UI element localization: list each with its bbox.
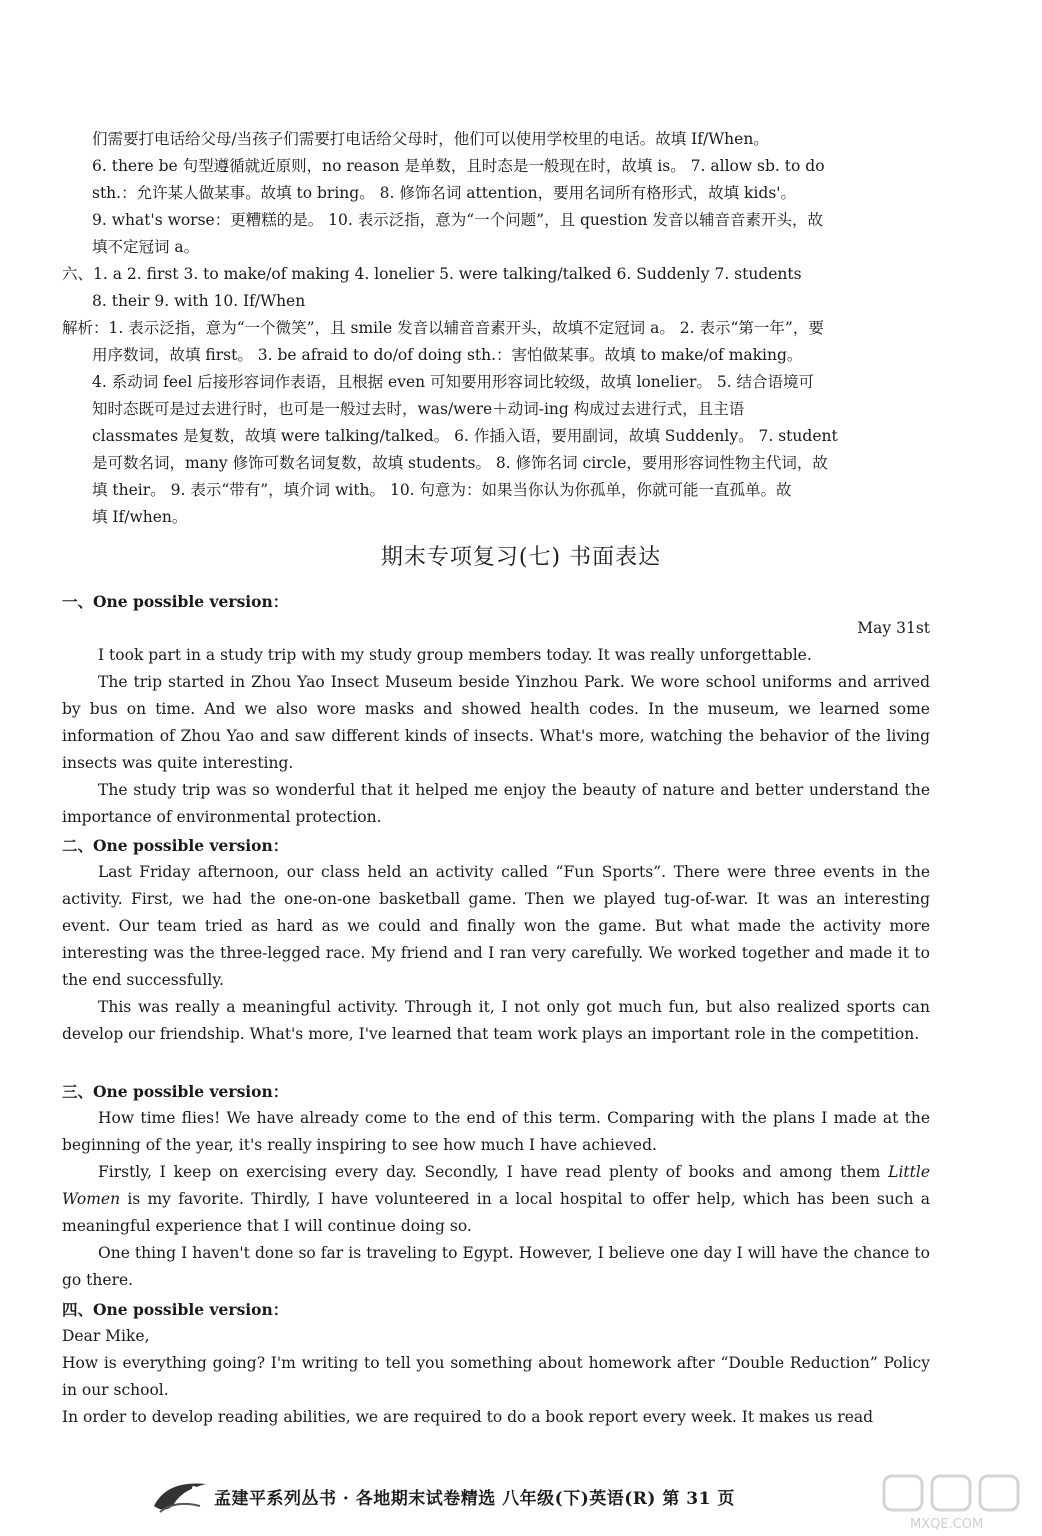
essay-label: 一、One possible version： (62, 592, 289, 611)
watermark-logo-icon (880, 1472, 1030, 1532)
essay-four (62, 1296, 930, 1431)
text-line: 解析：1. 表示泛指，意为“一个微笑”，且 smile 发音以辅音音素开头，故填不定冠词 a。 2. 表示“第一年”，要 (62, 319, 824, 337)
text-line: 用序数词，故填 first。 3. be afraid to do/of doing sth.：害怕做某事。故填 to make/of making。 (92, 346, 803, 364)
essay-label: 二、One possible version： (62, 836, 289, 855)
essay-paragraph: I took part in a study trip with my study group members today. It was really unforgettable. (98, 646, 812, 664)
essay-paragraph: Last Friday afternoon, our class held an activity called “Fun Sports”. There were three events in the activity. First, we had the one-on-one basketball game. Then we played tug-of-war. It was an interesting event. Our team tried as hard as we could and finally won the game. But what made the activity more interesting was the three-legged race. My friend and I ran very carefully. We worked together and made it to the end successfully. (62, 863, 930, 989)
text-line: 知时态既可是过去进行时，也可是一般过去时，was/were＋动词-ing 构成过去进行式，且主语 (92, 400, 745, 418)
answer-line: 8. their 9. with 10. If/When (92, 292, 306, 310)
watermark-text: MXQE.COM (910, 1517, 984, 1532)
essay-two (62, 832, 930, 1048)
essay-paragraph: This was really a meaningful activity. Through it, I not only got much fun, but also realized sports can develop our friendship. What's more, I've learned that team work plays an important role in the competition. (62, 998, 930, 1043)
text-line: 6. there be 句型遵循就近原则，no reason 是单数，且时态是一般现在时，故填 is。 7. allow sb. to do (92, 157, 825, 175)
essay-one (62, 588, 930, 831)
text-line: 们需要打电话给父母/当孩子们需要打电话给父母时，他们可以使用学校里的电话。故填 If/When。 (92, 130, 769, 148)
essay-text: is my favorite. Thirdly, I have volunteered in a local hospital to offer help, which has been such a meaningful experience that I will continue doing so. (62, 1190, 930, 1235)
book-title: Little Women (62, 1163, 930, 1208)
text-line: 9. what's worse：更糟糕的是。 10. 表示泛指，意为“一个问题”，且 question 发音以辅音音素开头，故 (92, 211, 823, 229)
letter-greeting: Dear Mike, (62, 1327, 150, 1345)
text-line: 填不定冠词 a。 (92, 238, 200, 256)
text-line: classmates 是复数，故填 were talking/talked。 6. 作插入语，要用副词，故填 Suddenly。 7. student (92, 427, 838, 445)
part-six-explanation (62, 315, 930, 531)
essay-paragraph: The trip started in Zhou Yao Insect Museum beside Yinzhou Park. We wore school uniforms and arrived by bus on time. And we also wore masks and showed health codes. In the museum, we learned some information of Zhou Yao and saw different kinds of insects. What's more, watching the behavior of the living insects was quite interesting. (62, 673, 930, 772)
essay-three (62, 1078, 930, 1294)
section-title: 期末专项复习(七) 书面表达 (380, 545, 662, 570)
bird-logo-icon (150, 1476, 210, 1520)
essay-paragraph: The study trip was so wonderful that it helped me enjoy the beauty of nature and better understand the importance of environmental protection. (62, 781, 930, 826)
essay-text: Firstly, I keep on exercising every day. Secondly, I have read plenty of books and among them (98, 1163, 889, 1181)
text-line: 是可数名词，many 修饰可数名词复数，故填 students。 8. 修饰名词 circle，要用形容词性物主代词，故 (92, 454, 828, 472)
essay-paragraph: How is everything going? I'm writing to tell you something about homework after “Double Reduction” Policy in our school. (62, 1354, 930, 1399)
essay-label: 四、One possible version： (62, 1300, 289, 1319)
essay-paragraph (62, 1159, 930, 1240)
text-line: 4. 系动词 feel 后接形容词作表语，且根据 even 可知要用形容词比较级，故填 lonelier。 5. 结合语境可 (92, 373, 815, 391)
text-line: 填 their。 9. 表示“带有”，填介词 with。 10. 句意为：如果当你认为你孤单，你就可能一直孤单。故 (92, 481, 792, 499)
essay-paragraph: One thing I haven't done so far is traveling to Egypt. However, I believe one day I will have the chance to go there. (62, 1244, 930, 1289)
text-line: sth.：允许某人做某事。故填 to bring。 8. 修饰名词 attention，要用名词所有格形式，故填 kids'。 (92, 184, 797, 202)
page-footer (0, 1468, 1042, 1536)
essay-paragraph: How time flies! We have already come to the end of this term. Comparing with the plans I made at the beginning of the year, it's really inspiring to see how much I have achieved. (62, 1109, 930, 1154)
answer-line: 六、1. a 2. first 3. to make/of making 4. lonelier 5. were talking/talked 6. Suddenly 7. students (62, 265, 802, 283)
footer-text: 孟建平系列丛书 · 各地期末试卷精选 八年级(下)英语(R) 第 31 页 (214, 1489, 735, 1509)
part-six-answers (62, 261, 930, 315)
essay-label: 三、One possible version： (62, 1082, 289, 1101)
essay-paragraph: In order to develop reading abilities, we are required to do a book report every week. It makes us read (62, 1408, 874, 1426)
part-five-explanation (62, 126, 930, 261)
essay-date: May 31st (857, 619, 930, 637)
text-line: 填 If/when。 (92, 508, 188, 526)
